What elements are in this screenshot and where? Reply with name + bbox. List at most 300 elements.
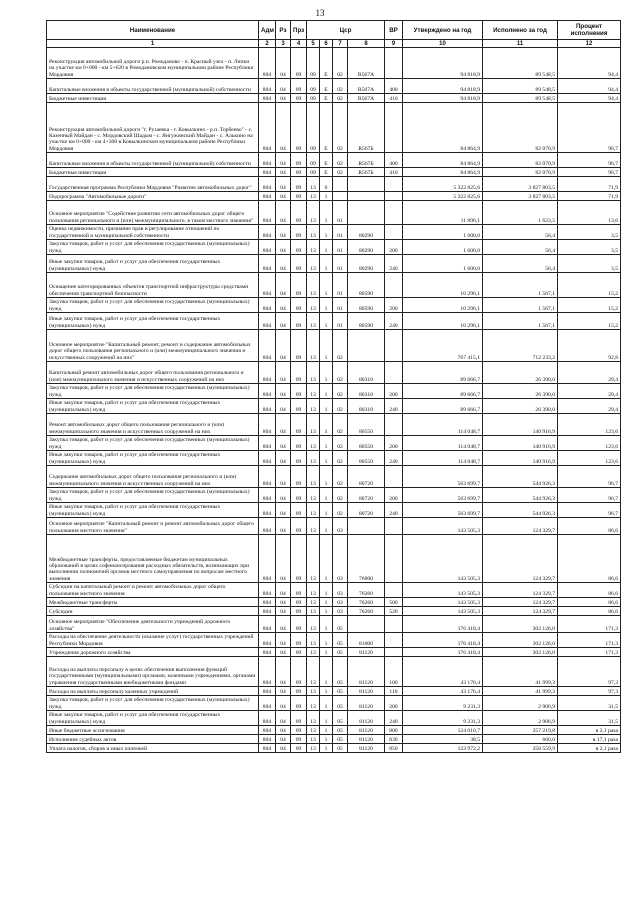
cell-executed: 124 329,7	[483, 598, 558, 607]
cell-csr-program: 13	[307, 518, 320, 535]
cell-approved: 10 296,1	[403, 273, 483, 298]
column-number: 4	[291, 40, 307, 48]
cell-adm: 804	[259, 103, 276, 153]
table-row	[47, 657, 621, 687]
cell-prz: 09	[291, 240, 307, 255]
cell-name: Межбюджетные трансферты, предоставляемые бюджетам муниципальных образований в целях софинансирования расходных обязательств, возникающих при выполнении полномочий органов местного самоуправления по вопросам местного значения	[47, 535, 259, 583]
cell-name: Учреждения дорожного хозяйства	[47, 648, 259, 657]
table-row	[47, 298, 621, 313]
cell-csr-subprogram: 1	[320, 201, 333, 225]
cell-adm: 804	[259, 726, 276, 735]
cell-name: Субсидии на капитальный ремонт и ремонт автомобильных дорог общего пользования местного значения	[47, 583, 259, 598]
cell-csr-direction: 81120	[348, 726, 385, 735]
cell-approved: 94 818,9	[403, 79, 483, 94]
cell-prz: 09	[291, 414, 307, 436]
cell-executed: 82 070,9	[483, 153, 558, 168]
cell-adm: 804	[259, 201, 276, 225]
cell-csr-subprogram: 1	[320, 466, 333, 488]
cell-adm: 804	[259, 48, 276, 79]
cell-vr: 410	[385, 168, 403, 177]
table-row	[47, 225, 621, 240]
cell-csr-event	[333, 177, 348, 192]
cell-executed: 41 999,3	[483, 687, 558, 696]
cell-name: Закупка товаров, работ и услуг для обеспечения государственных (муниципальных) нужд	[47, 240, 259, 255]
cell-percent: 123,6	[558, 414, 621, 436]
cell-csr-subprogram: 1	[320, 330, 333, 362]
cell-name: Иные закупки товаров, работ и услуг для обеспечения государственных (муниципальных) нужд	[47, 711, 259, 726]
cell-vr: 830	[385, 735, 403, 744]
cell-adm: 804	[259, 451, 276, 466]
cell-csr-direction: 76260	[348, 598, 385, 607]
cell-name: Оснащение категорированных объектов транспортной инфраструктуры средствами обеспечения транспортной безопасности	[47, 273, 259, 298]
column-number: 9	[385, 40, 403, 48]
cell-csr-event: 05	[333, 744, 348, 753]
cell-name: Содержание автомобильных дорог общего пользования регионального и (или) межмуниципального значения и искусственных сооружений на них	[47, 466, 259, 488]
table-row	[47, 255, 621, 273]
cell-csr-event: 05	[333, 687, 348, 696]
cell-vr: 240	[385, 451, 403, 466]
table-row	[47, 168, 621, 177]
cell-executed: 56,4	[483, 240, 558, 255]
cell-rz: 04	[276, 201, 291, 225]
cell-name: Иные бюджетные ассигнования	[47, 726, 259, 735]
cell-csr-event: 01	[333, 240, 348, 255]
cell-vr: 200	[385, 436, 403, 451]
table-row	[47, 535, 621, 583]
cell-csr-subprogram: 1	[320, 192, 333, 201]
cell-csr-subprogram: 1	[320, 414, 333, 436]
cell-csr-event: 02	[333, 48, 348, 79]
cell-approved: 123 972,2	[403, 744, 483, 753]
cell-csr-program: 13	[307, 726, 320, 735]
cell-csr-event: 02	[333, 94, 348, 103]
cell-prz: 09	[291, 313, 307, 330]
cell-vr: 800	[385, 726, 403, 735]
cell-executed: 1 567,1	[483, 298, 558, 313]
cell-vr	[385, 225, 403, 240]
table-row	[47, 177, 621, 192]
cell-percent: в 2,1 раза	[558, 744, 621, 753]
cell-executed: 1 623,5	[483, 201, 558, 225]
cell-vr	[385, 466, 403, 488]
table-row	[47, 153, 621, 168]
cell-csr-event: 02	[333, 362, 348, 384]
cell-approved: 1 600,0	[403, 255, 483, 273]
cell-prz: 09	[291, 168, 307, 177]
cell-csr-program: 09	[307, 94, 320, 103]
cell-csr-direction	[348, 616, 385, 633]
cell-rz: 04	[276, 192, 291, 201]
cell-csr-event: 03	[333, 518, 348, 535]
cell-prz: 09	[291, 735, 307, 744]
cell-vr: 100	[385, 657, 403, 687]
cell-name: Государственная программа Республики Мордовия "Развитие автомобильных дорог"	[47, 177, 259, 192]
cell-prz: 09	[291, 384, 307, 399]
cell-executed: 2 906,9	[483, 711, 558, 726]
cell-executed: 140 916,9	[483, 436, 558, 451]
cell-executed: 712 233,2	[483, 330, 558, 362]
cell-percent: 29,4	[558, 399, 621, 414]
cell-adm: 804	[259, 94, 276, 103]
cell-csr-subprogram: 1	[320, 607, 333, 616]
cell-csr-program: 13	[307, 384, 320, 399]
cell-percent: 123,6	[558, 451, 621, 466]
cell-csr-subprogram: Е	[320, 153, 333, 168]
cell-executed: 302 126,0	[483, 633, 558, 648]
cell-csr-subprogram: 1	[320, 726, 333, 735]
cell-approved: 1 600,0	[403, 240, 483, 255]
cell-adm: 804	[259, 225, 276, 240]
cell-vr: 520	[385, 607, 403, 616]
cell-csr-program: 13	[307, 414, 320, 436]
cell-adm: 804	[259, 153, 276, 168]
cell-csr-event: 01	[333, 273, 348, 298]
cell-percent: 29,4	[558, 384, 621, 399]
cell-adm: 804	[259, 744, 276, 753]
cell-executed: 41 999,3	[483, 657, 558, 687]
cell-csr-program: 09	[307, 168, 320, 177]
cell-csr-program: 13	[307, 330, 320, 362]
cell-vr: 200	[385, 488, 403, 503]
cell-rz: 04	[276, 298, 291, 313]
cell-name: Закупка товаров, работ и услуг для обеспечения государственных (муниципальных) нужд	[47, 384, 259, 399]
cell-rz: 04	[276, 535, 291, 583]
header-prz: Прз	[291, 21, 307, 40]
table-row	[47, 488, 621, 503]
cell-csr-direction: R567Б	[348, 168, 385, 177]
cell-csr-event: 01	[333, 313, 348, 330]
cell-executed: 660,0	[483, 735, 558, 744]
column-number: 5	[307, 40, 320, 48]
cell-vr: 500	[385, 598, 403, 607]
cell-executed: 124 329,7	[483, 583, 558, 598]
cell-csr-subprogram: 1	[320, 225, 333, 240]
cell-csr-direction: 80550	[348, 414, 385, 436]
cell-adm: 804	[259, 79, 276, 94]
cell-vr: 110	[385, 687, 403, 696]
cell-prz: 09	[291, 103, 307, 153]
cell-csr-direction: R567A	[348, 94, 385, 103]
cell-prz: 09	[291, 298, 307, 313]
cell-csr-subprogram: 1	[320, 273, 333, 298]
cell-csr-event	[333, 192, 348, 201]
cell-prz: 09	[291, 153, 307, 168]
cell-name: Ремонт автомобильных дорог общего пользования регионального и (или) межмуниципального значения и искусственных сооружений на них	[47, 414, 259, 436]
cell-csr-subprogram: 1	[320, 583, 333, 598]
cell-csr-program: 13	[307, 535, 320, 583]
table-row	[47, 313, 621, 330]
cell-percent: 94,4	[558, 79, 621, 94]
cell-approved: 5 322 825,6	[403, 177, 483, 192]
cell-executed: 140 916,9	[483, 451, 558, 466]
cell-adm: 804	[259, 711, 276, 726]
cell-executed: 140 916,9	[483, 414, 558, 436]
cell-csr-subprogram: 0	[320, 177, 333, 192]
cell-csr-direction	[348, 177, 385, 192]
cell-approved: 143 505,3	[403, 518, 483, 535]
cell-csr-program: 13	[307, 177, 320, 192]
cell-csr-subprogram: 1	[320, 598, 333, 607]
cell-executed: 257 219,8	[483, 726, 558, 735]
cell-vr: 240	[385, 313, 403, 330]
cell-prz: 09	[291, 583, 307, 598]
cell-approved: 38,5	[403, 735, 483, 744]
cell-rz: 04	[276, 616, 291, 633]
header-vr: ВР	[385, 21, 403, 40]
cell-adm: 804	[259, 488, 276, 503]
cell-adm: 804	[259, 466, 276, 488]
cell-percent: 86,6	[558, 535, 621, 583]
cell-rz: 04	[276, 687, 291, 696]
cell-csr-direction: 81120	[348, 744, 385, 753]
cell-prz: 09	[291, 744, 307, 753]
cell-rz: 04	[276, 735, 291, 744]
cell-csr-direction	[348, 192, 385, 201]
cell-prz: 09	[291, 79, 307, 94]
cell-csr-direction: R567Б	[348, 153, 385, 168]
cell-executed: 302 126,0	[483, 648, 558, 657]
cell-csr-event: 01	[333, 255, 348, 273]
cell-csr-subprogram: 1	[320, 744, 333, 753]
cell-csr-subprogram: 1	[320, 503, 333, 518]
cell-percent: 171,3	[558, 648, 621, 657]
cell-csr-event: 05	[333, 711, 348, 726]
cell-csr-event: 02	[333, 488, 348, 503]
cell-rz: 04	[276, 313, 291, 330]
cell-csr-direction: 80590	[348, 313, 385, 330]
cell-prz: 09	[291, 255, 307, 273]
cell-name: Бюджетные инвестиции	[47, 168, 259, 177]
cell-percent: в 17,1 раза	[558, 735, 621, 744]
cell-percent: 86,6	[558, 583, 621, 598]
cell-adm: 804	[259, 735, 276, 744]
cell-csr-subprogram: 1	[320, 648, 333, 657]
cell-csr-subprogram: 1	[320, 488, 333, 503]
cell-name: Основное мероприятие "Капитальный ремонт, ремонт и содержание автомобильных дорог общего пользования регионального и (или) межмуниципального значения и искусственных сооружений на них"	[47, 330, 259, 362]
header-rz: Рз	[276, 21, 291, 40]
cell-vr	[385, 648, 403, 657]
cell-executed: 82 070,9	[483, 168, 558, 177]
cell-executed: 2 906,9	[483, 696, 558, 711]
cell-rz: 04	[276, 607, 291, 616]
cell-rz: 04	[276, 657, 291, 687]
cell-approved: 176 418,4	[403, 648, 483, 657]
cell-rz: 04	[276, 518, 291, 535]
cell-csr-direction: 81120	[348, 711, 385, 726]
cell-approved: 89 666,7	[403, 399, 483, 414]
table-row	[47, 711, 621, 726]
cell-adm: 804	[259, 255, 276, 273]
cell-adm: 804	[259, 583, 276, 598]
cell-percent: 94,4	[558, 48, 621, 79]
cell-prz: 09	[291, 466, 307, 488]
cell-csr-event: 02	[333, 79, 348, 94]
cell-csr-subprogram: 1	[320, 298, 333, 313]
cell-csr-direction: 80310	[348, 399, 385, 414]
cell-name: Уплата налогов, сборов и иных платежей	[47, 744, 259, 753]
table-row	[47, 518, 621, 535]
cell-approved: 767 415,1	[403, 330, 483, 362]
cell-approved: 563 699,7	[403, 488, 483, 503]
cell-csr-direction: 81120	[348, 657, 385, 687]
cell-prz: 09	[291, 94, 307, 103]
cell-adm: 804	[259, 657, 276, 687]
column-number: 10	[403, 40, 483, 48]
cell-csr-program: 13	[307, 399, 320, 414]
cell-csr-program: 13	[307, 273, 320, 298]
column-number-row	[47, 40, 621, 48]
cell-csr-subprogram: 1	[320, 657, 333, 687]
cell-rz: 04	[276, 168, 291, 177]
cell-approved: 9 231,3	[403, 711, 483, 726]
cell-percent: 13,6	[558, 201, 621, 225]
cell-percent: 3,5	[558, 225, 621, 240]
cell-vr: 200	[385, 240, 403, 255]
cell-vr: 850	[385, 744, 403, 753]
cell-prz: 09	[291, 362, 307, 384]
cell-adm: 804	[259, 696, 276, 711]
cell-csr-event: 01	[333, 201, 348, 225]
cell-executed: 26 390,0	[483, 384, 558, 399]
cell-csr-subprogram: 1	[320, 255, 333, 273]
cell-vr	[385, 48, 403, 79]
cell-adm: 804	[259, 633, 276, 648]
cell-adm: 804	[259, 298, 276, 313]
cell-rz: 04	[276, 414, 291, 436]
cell-csr-event: 02	[333, 399, 348, 414]
cell-percent: 96,7	[558, 103, 621, 153]
cell-csr-program: 09	[307, 153, 320, 168]
cell-approved: 563 699,7	[403, 466, 483, 488]
table-row	[47, 192, 621, 201]
cell-executed: 89 548,5	[483, 94, 558, 103]
cell-approved: 176 418,4	[403, 633, 483, 648]
column-number: 8	[348, 40, 385, 48]
cell-name: Основное мероприятие "Капитальный ремонт и ремонт автомобильных дорог общего пользования местного значения"	[47, 518, 259, 535]
cell-executed: 544 926,3	[483, 466, 558, 488]
cell-percent: 71,9	[558, 177, 621, 192]
table-row	[47, 466, 621, 488]
cell-csr-event: 02	[333, 168, 348, 177]
cell-executed: 3 827 803,5	[483, 192, 558, 201]
cell-csr-direction: 81120	[348, 735, 385, 744]
cell-executed: 56,4	[483, 225, 558, 240]
cell-csr-direction: 80550	[348, 436, 385, 451]
cell-rz: 04	[276, 103, 291, 153]
cell-csr-program: 13	[307, 744, 320, 753]
cell-approved: 84 864,9	[403, 168, 483, 177]
cell-csr-subprogram: Е	[320, 94, 333, 103]
cell-approved: 89 666,7	[403, 384, 483, 399]
cell-adm: 804	[259, 535, 276, 583]
cell-csr-event: 01	[333, 225, 348, 240]
table-row	[47, 94, 621, 103]
cell-csr-subprogram: Е	[320, 103, 333, 153]
cell-vr: 200	[385, 384, 403, 399]
cell-prz: 09	[291, 598, 307, 607]
cell-csr-subprogram: 1	[320, 436, 333, 451]
column-number: 2	[259, 40, 276, 48]
cell-rz: 04	[276, 362, 291, 384]
cell-approved: 10 296,1	[403, 298, 483, 313]
cell-csr-direction: 76000	[348, 535, 385, 583]
cell-prz: 09	[291, 273, 307, 298]
cell-name: Подпрограмма "Автомобильные дороги"	[47, 192, 259, 201]
cell-rz: 04	[276, 633, 291, 648]
cell-vr: 240	[385, 399, 403, 414]
cell-csr-program: 13	[307, 735, 320, 744]
table-row	[47, 399, 621, 414]
cell-prz: 09	[291, 488, 307, 503]
cell-csr-program: 13	[307, 225, 320, 240]
cell-name: Оценка недвижимости, признание прав и регулирование отношений по государственной и муниципальной собственности	[47, 225, 259, 240]
cell-adm: 804	[259, 330, 276, 362]
cell-csr-direction: 80290	[348, 255, 385, 273]
cell-approved: 143 505,3	[403, 607, 483, 616]
cell-vr	[385, 414, 403, 436]
cell-percent: 15,2	[558, 298, 621, 313]
cell-executed: 56,4	[483, 255, 558, 273]
header-csr: Цср	[307, 21, 385, 40]
cell-prz: 09	[291, 330, 307, 362]
cell-executed: 26 390,0	[483, 399, 558, 414]
table-row	[47, 103, 621, 153]
cell-percent: 96,7	[558, 488, 621, 503]
cell-prz: 09	[291, 192, 307, 201]
cell-csr-event: 03	[333, 598, 348, 607]
cell-executed: 3 827 803,5	[483, 177, 558, 192]
cell-rz: 04	[276, 451, 291, 466]
cell-csr-direction: 80310	[348, 362, 385, 384]
table-row	[47, 648, 621, 657]
cell-percent: 86,6	[558, 518, 621, 535]
cell-name: Субсидии	[47, 607, 259, 616]
cell-csr-event: 02	[333, 466, 348, 488]
cell-percent: 31,5	[558, 711, 621, 726]
cell-prz: 09	[291, 177, 307, 192]
table-row	[47, 330, 621, 362]
table-row	[47, 607, 621, 616]
cell-percent: 15,2	[558, 313, 621, 330]
cell-csr-subprogram: 1	[320, 518, 333, 535]
cell-csr-subprogram: Е	[320, 168, 333, 177]
cell-vr	[385, 192, 403, 201]
cell-percent: 31,5	[558, 696, 621, 711]
cell-csr-subprogram: 1	[320, 687, 333, 696]
cell-vr: 240	[385, 711, 403, 726]
cell-csr-program: 13	[307, 616, 320, 633]
cell-vr: 240	[385, 255, 403, 273]
cell-approved: 176 418,4	[403, 616, 483, 633]
cell-percent: 3,5	[558, 240, 621, 255]
cell-rz: 04	[276, 726, 291, 735]
table-row	[47, 79, 621, 94]
cell-csr-subprogram: 1	[320, 362, 333, 384]
cell-name: Капитальные вложения в объекты государственной (муниципальной) собственности	[47, 79, 259, 94]
budget-execution-table	[46, 20, 621, 753]
cell-csr-program: 09	[307, 103, 320, 153]
cell-rz: 04	[276, 696, 291, 711]
header-executed: Исполнено за год	[483, 21, 558, 40]
cell-csr-direction: 80720	[348, 488, 385, 503]
cell-csr-subprogram: 1	[320, 451, 333, 466]
cell-approved: 143 505,3	[403, 598, 483, 607]
cell-csr-direction: 80550	[348, 451, 385, 466]
cell-csr-event: 03	[333, 607, 348, 616]
cell-adm: 804	[259, 616, 276, 633]
cell-rz: 04	[276, 384, 291, 399]
cell-rz: 04	[276, 255, 291, 273]
